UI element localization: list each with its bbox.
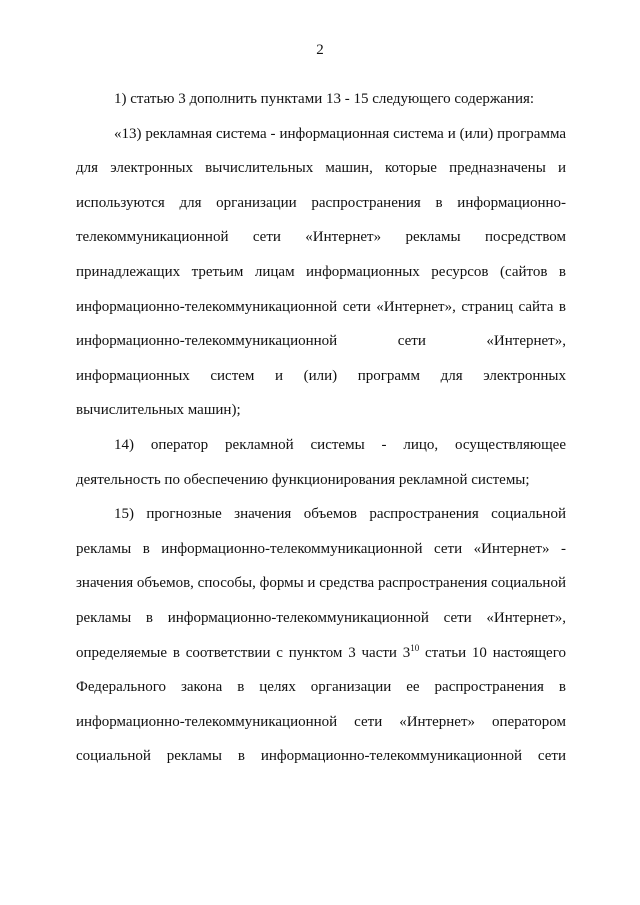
paragraph-item-13: «13) рекламная система - информационная система и (или) программа для электронных вычислительных машин, которые предназначены и используются для организации распространения в информационно-телекоммуникационной сети «Интернет» рекламы посредством принадлежащих третьим лицам информационных ресурсов (сайтов в информационно-телекоммуникационной сети «Интернет», страниц сайта в информационно-телекоммуникационной сети «Интернет», информационных систем и (или) программ для электронных вычислительных машин); xyxy=(76,125,566,419)
paragraph-item-15-part-1: 15) прогнозные значения объемов распространения социальной рекламы в информационно-телекоммуникационной сети «Интернет» - значения объемов, способы, формы и средства распространения социальной рекламы в информационно-телекоммуникационной сети «Интернет», определяемые в соответствии с пунктом 3 части 3 xyxy=(76,506,566,661)
page-number: 2 xyxy=(316,42,324,58)
superscript-10: 10 xyxy=(410,642,420,653)
document-body xyxy=(76,82,566,774)
paragraph-intro: 1) статью 3 дополнить пунктами 13 - 15 следующего содержания: xyxy=(114,91,535,107)
paragraph-item-14: 14) оператор рекламной системы - лицо, осуществляющее деятельность по обеспечению функционирования рекламной системы; xyxy=(76,436,566,488)
paragraph-item-15 xyxy=(76,497,566,774)
paragraph-item-15-part-2: статьи 10 настоящего Федерального закона в целях организации ее распространения в информационно-телекоммуникационной сети «Интернет» оператором социальной рекламы в информационно-телекоммуникационной сети xyxy=(76,644,566,765)
